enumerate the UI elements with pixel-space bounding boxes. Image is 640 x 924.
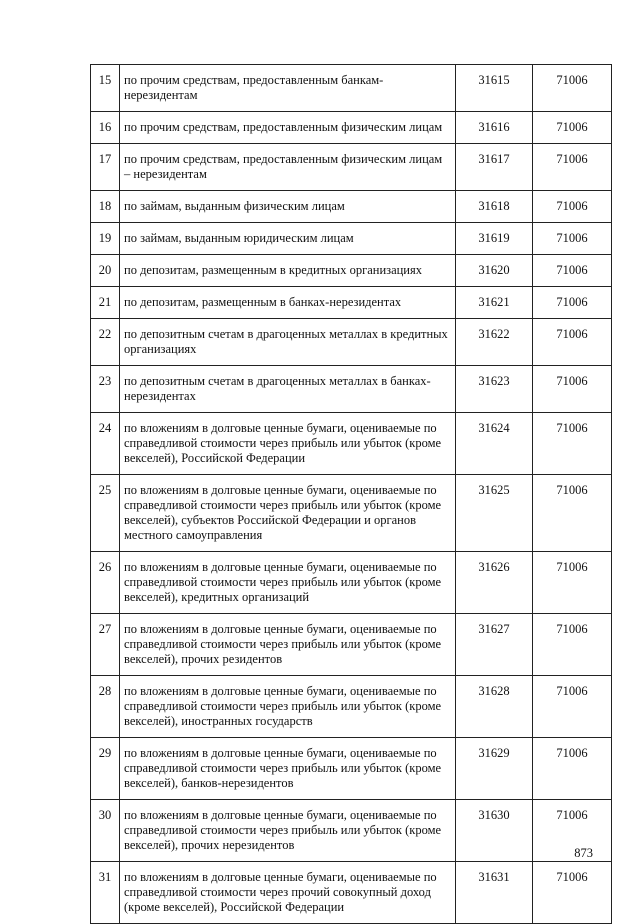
account-code: 31618 <box>456 191 533 223</box>
row-description: по вложениям в долговые ценные бумаги, оцениваемые по справедливой стоимости через прочий совокупный доход (кроме векселей), Российской Федерации <box>120 862 456 924</box>
row-description: по депозитам, размещенным в банках-нерезидентах <box>120 287 456 319</box>
row-description: по вложениям в долговые ценные бумаги, оцениваемые по справедливой стоимости через прибыль или убыток (кроме векселей), банков-нерезидентов <box>120 738 456 800</box>
symbol-code: 71006 <box>533 287 612 319</box>
row-number: 17 <box>91 144 120 191</box>
table-row <box>91 191 612 223</box>
row-description: по вложениям в долговые ценные бумаги, оцениваемые по справедливой стоимости через прибыль или убыток (кроме векселей), прочих нерезидентов <box>120 800 456 862</box>
row-description: по вложениям в долговые ценные бумаги, оцениваемые по справедливой стоимости через прибыль или убыток (кроме векселей), прочих резидентов <box>120 614 456 676</box>
row-number: 29 <box>91 738 120 800</box>
symbol-code: 71006 <box>533 112 612 144</box>
symbol-code: 71006 <box>533 738 612 800</box>
account-code: 31621 <box>456 287 533 319</box>
table-row <box>91 552 612 614</box>
account-code: 31631 <box>456 862 533 924</box>
account-code: 31625 <box>456 475 533 552</box>
symbol-code: 71006 <box>533 676 612 738</box>
account-code: 31627 <box>456 614 533 676</box>
row-number: 23 <box>91 366 120 413</box>
account-code: 31623 <box>456 366 533 413</box>
symbol-code: 71006 <box>533 223 612 255</box>
table-row <box>91 223 612 255</box>
row-description: по прочим средствам, предоставленным физическим лицам – нерезидентам <box>120 144 456 191</box>
table-row <box>91 862 612 924</box>
row-description: по вложениям в долговые ценные бумаги, оцениваемые по справедливой стоимости через прибыль или убыток (кроме векселей), субъектов Российской Федерации и органов местного самоуправления <box>120 475 456 552</box>
row-number: 26 <box>91 552 120 614</box>
row-number: 28 <box>91 676 120 738</box>
row-description: по депозитным счетам в драгоценных металлах в кредитных организациях <box>120 319 456 366</box>
account-code: 31617 <box>456 144 533 191</box>
row-number: 18 <box>91 191 120 223</box>
row-description: по депозитным счетам в драгоценных металлах в банках-нерезидентах <box>120 366 456 413</box>
table-row <box>91 366 612 413</box>
table-row <box>91 287 612 319</box>
row-number: 30 <box>91 800 120 862</box>
row-description: по вложениям в долговые ценные бумаги, оцениваемые по справедливой стоимости через прибыль или убыток (кроме векселей), кредитных организаций <box>120 552 456 614</box>
table-row <box>91 475 612 552</box>
row-number: 21 <box>91 287 120 319</box>
page-number: 873 <box>574 846 593 860</box>
row-number: 16 <box>91 112 120 144</box>
symbol-code: 71006 <box>533 319 612 366</box>
symbol-code: 71006 <box>533 366 612 413</box>
row-description: по вложениям в долговые ценные бумаги, оцениваемые по справедливой стоимости через прибыль или убыток (кроме векселей), иностранных государств <box>120 676 456 738</box>
table-row <box>91 676 612 738</box>
table-row <box>91 112 612 144</box>
account-code: 31616 <box>456 112 533 144</box>
account-code: 31624 <box>456 413 533 475</box>
row-description: по прочим средствам, предоставленным банкам-нерезидентам <box>120 65 456 112</box>
row-number: 31 <box>91 862 120 924</box>
symbol-code: 71006 <box>533 552 612 614</box>
row-number: 15 <box>91 65 120 112</box>
account-code: 31628 <box>456 676 533 738</box>
row-number: 27 <box>91 614 120 676</box>
row-description: по депозитам, размещенным в кредитных организациях <box>120 255 456 287</box>
row-number: 24 <box>91 413 120 475</box>
row-description: по прочим средствам, предоставленным физическим лицам <box>120 112 456 144</box>
account-code: 31620 <box>456 255 533 287</box>
symbol-code: 71006 <box>533 65 612 112</box>
table-row <box>91 413 612 475</box>
table-row <box>91 319 612 366</box>
symbol-code: 71006 <box>533 862 612 924</box>
table-row <box>91 255 612 287</box>
row-description: по займам, выданным юридическим лицам <box>120 223 456 255</box>
table-row <box>91 800 612 862</box>
account-code: 31629 <box>456 738 533 800</box>
table-row <box>91 738 612 800</box>
account-code: 31615 <box>456 65 533 112</box>
row-number: 19 <box>91 223 120 255</box>
account-code: 31619 <box>456 223 533 255</box>
row-description: по вложениям в долговые ценные бумаги, оцениваемые по справедливой стоимости через прибыль или убыток (кроме векселей), Российской Федерации <box>120 413 456 475</box>
symbol-code: 71006 <box>533 800 612 862</box>
account-code: 31622 <box>456 319 533 366</box>
symbol-code: 71006 <box>533 144 612 191</box>
row-number: 22 <box>91 319 120 366</box>
row-number: 25 <box>91 475 120 552</box>
row-description: по займам, выданным физическим лицам <box>120 191 456 223</box>
table-row <box>91 65 612 112</box>
symbol-code: 71006 <box>533 191 612 223</box>
symbol-code: 71006 <box>533 413 612 475</box>
table-row <box>91 144 612 191</box>
account-code: 31626 <box>456 552 533 614</box>
table-body <box>91 65 612 924</box>
symbol-code: 71006 <box>533 475 612 552</box>
document-table <box>90 64 612 924</box>
table-row <box>91 614 612 676</box>
symbol-code: 71006 <box>533 255 612 287</box>
account-code: 31630 <box>456 800 533 862</box>
symbol-code: 71006 <box>533 614 612 676</box>
row-number: 20 <box>91 255 120 287</box>
